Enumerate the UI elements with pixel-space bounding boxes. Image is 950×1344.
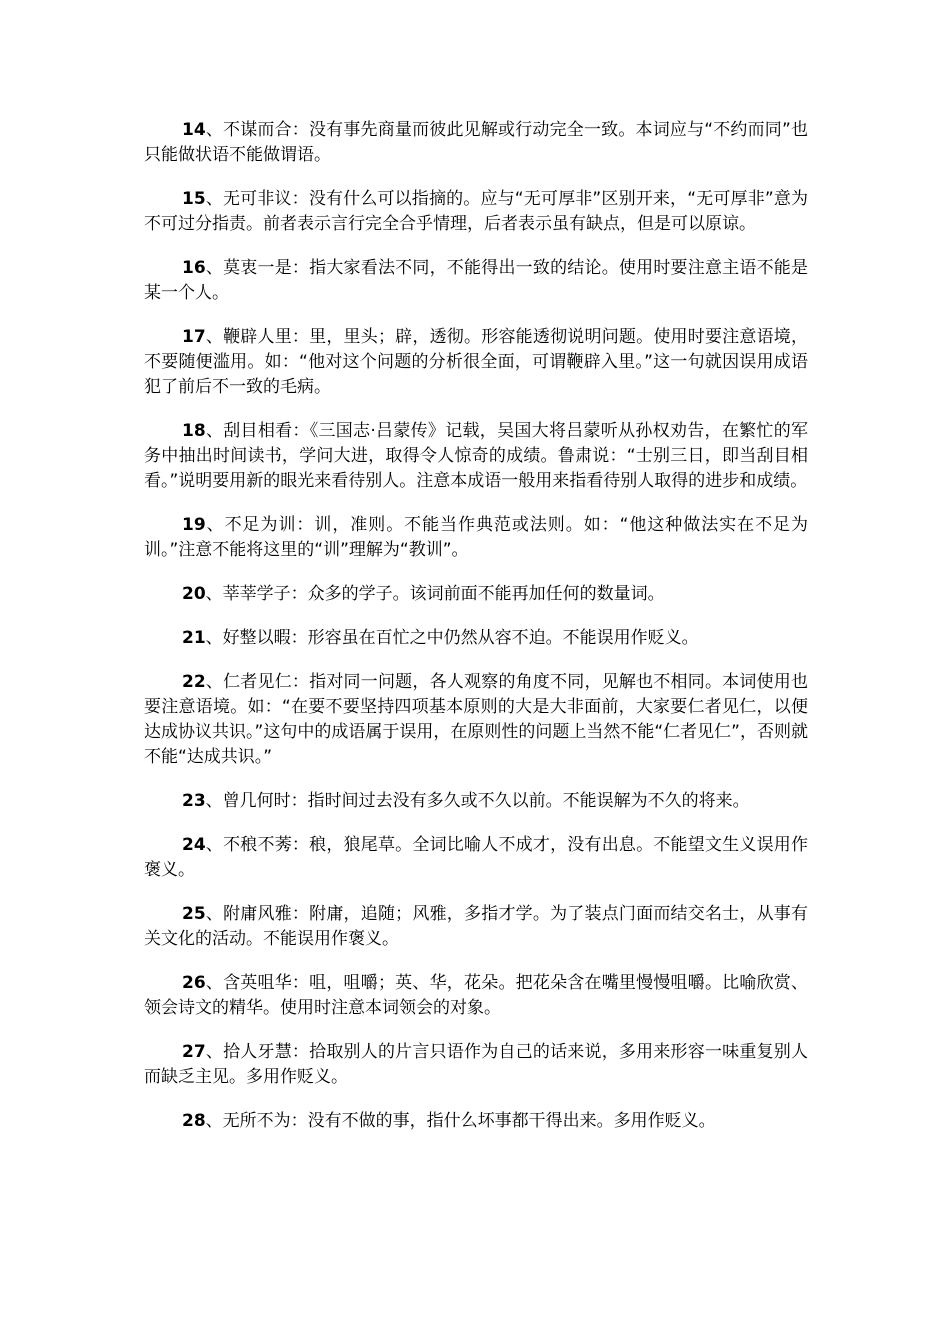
- entry-text: 、刮目相看：《三国志·吕蒙传》记载，吴国大将吕蒙听从孙权劝告，在繁忙的军务中抽出时间读书，学问大进，取得令人惊奇的成绩。鲁肃说：“士别三日，即当刮目相看。”说明要用新的眼光来看待别人。注意本成语一般用来指看待别人取得的进步和成绩。: [144, 421, 808, 491]
- idiom-entry-25: [144, 902, 808, 952]
- entry-text: 、拾人牙慧：拾取别人的片言只语作为自己的话来说，多用来形容一味重复别人而缺乏主见。多用作贬义。: [144, 1042, 808, 1087]
- idiom-entry-28: [144, 1109, 808, 1134]
- idiom-entry-27: [144, 1040, 808, 1090]
- entry-text: 、无所不为：没有不做的事，指什么坏事都干得出来。多用作贬义。: [205, 1111, 716, 1131]
- idiom-entry-26: [144, 971, 808, 1021]
- entry-number: 24: [182, 835, 206, 855]
- idiom-entry-23: [144, 789, 808, 814]
- idiom-entry-15: [144, 187, 808, 237]
- entry-number: 23: [182, 791, 206, 811]
- entry-text: 、鞭辟人里：里，里头；辟，透彻。形容能透彻说明问题。使用时要注意语境，不要随便滥用。如：“他对这个问题的分析很全面，可谓鞭辟入里。”这一句就因误用成语犯了前后不一致的毛病。: [144, 327, 808, 397]
- idiom-entry-19: [144, 513, 808, 563]
- entry-text: 、无可非议：没有什么可以指摘的。应与“无可厚非”区别开来，“无可厚非”意为不可过分指责。前者表示言行完全合乎情理，后者表示虽有缺点，但是可以原谅。: [144, 189, 808, 234]
- entry-number: 26: [182, 973, 206, 993]
- entry-text: 、不稂不莠：稂，狼尾草。全词比喻人不成才，没有出息。不能望文生义误用作褒义。: [144, 835, 808, 880]
- entry-number: 21: [182, 628, 206, 648]
- entry-number: 27: [182, 1042, 206, 1062]
- entry-text: 、仁者见仁：指对同一问题，各人观察的角度不同，见解也不相同。本词使用也要注意语境。如：“在要不要坚持四项基本原则的大是大非面前，大家要仁者见仁，以便达成协议共识。”这句中的成语属于误用，在原则性的问题上当然不能“仁者见仁”，否则就不能“达成共识。”: [144, 672, 808, 767]
- entry-number: 25: [182, 904, 206, 924]
- idiom-entry-16: [144, 256, 808, 306]
- idiom-entry-20: [144, 582, 808, 607]
- idiom-entry-21: [144, 626, 808, 651]
- entry-number: 16: [182, 258, 206, 278]
- entry-text: 、附庸风雅：附庸，追随；风雅，多指才学。为了装点门面而结交名士，从事有关文化的活动。不能误用作褒义。: [144, 904, 808, 949]
- entry-number: 28: [182, 1111, 206, 1131]
- entry-text: 、不足为训：训，准则。不能当作典范或法则。如：“他这种做法实在不足为训。”注意不能将这里的“训”理解为“教训”。: [144, 515, 808, 560]
- entry-text: 、含英咀华：咀，咀嚼；英、华，花朵。把花朵含在嘴里慢慢咀嚼。比喻欣赏、领会诗文的精华。使用时注意本词领会的对象。: [144, 973, 808, 1018]
- idiom-entry-14: [144, 118, 808, 168]
- entry-number: 22: [182, 672, 206, 692]
- document-page: [144, 118, 808, 1153]
- entry-text: 、莘莘学子：众多的学子。该词前面不能再加任何的数量词。: [205, 584, 665, 604]
- entry-number: 17: [182, 327, 206, 347]
- entry-number: 14: [182, 120, 206, 140]
- entry-text: 、莫衷一是：指大家看法不同，不能得出一致的结论。使用时要注意主语不能是某一个人。: [144, 258, 808, 303]
- idiom-entry-17: [144, 325, 808, 400]
- entry-number: 15: [182, 189, 206, 209]
- idiom-entry-18: [144, 419, 808, 494]
- entry-text: 、不谋而合：没有事先商量而彼此见解或行动完全一致。本词应与“不约而同”也只能做状语不能做谓语。: [144, 120, 808, 165]
- entry-number: 20: [182, 584, 206, 604]
- idiom-entry-22: [144, 670, 808, 770]
- entry-number: 18: [182, 421, 206, 441]
- entry-text: 、好整以暇：形容虽在百忙之中仍然从容不迫。不能误用作贬义。: [205, 628, 699, 648]
- entry-text: 、曾几何时：指时间过去没有多久或不久以前。不能误解为不久的将来。: [205, 791, 750, 811]
- idiom-entry-24: [144, 833, 808, 883]
- entry-number: 19: [182, 515, 206, 535]
